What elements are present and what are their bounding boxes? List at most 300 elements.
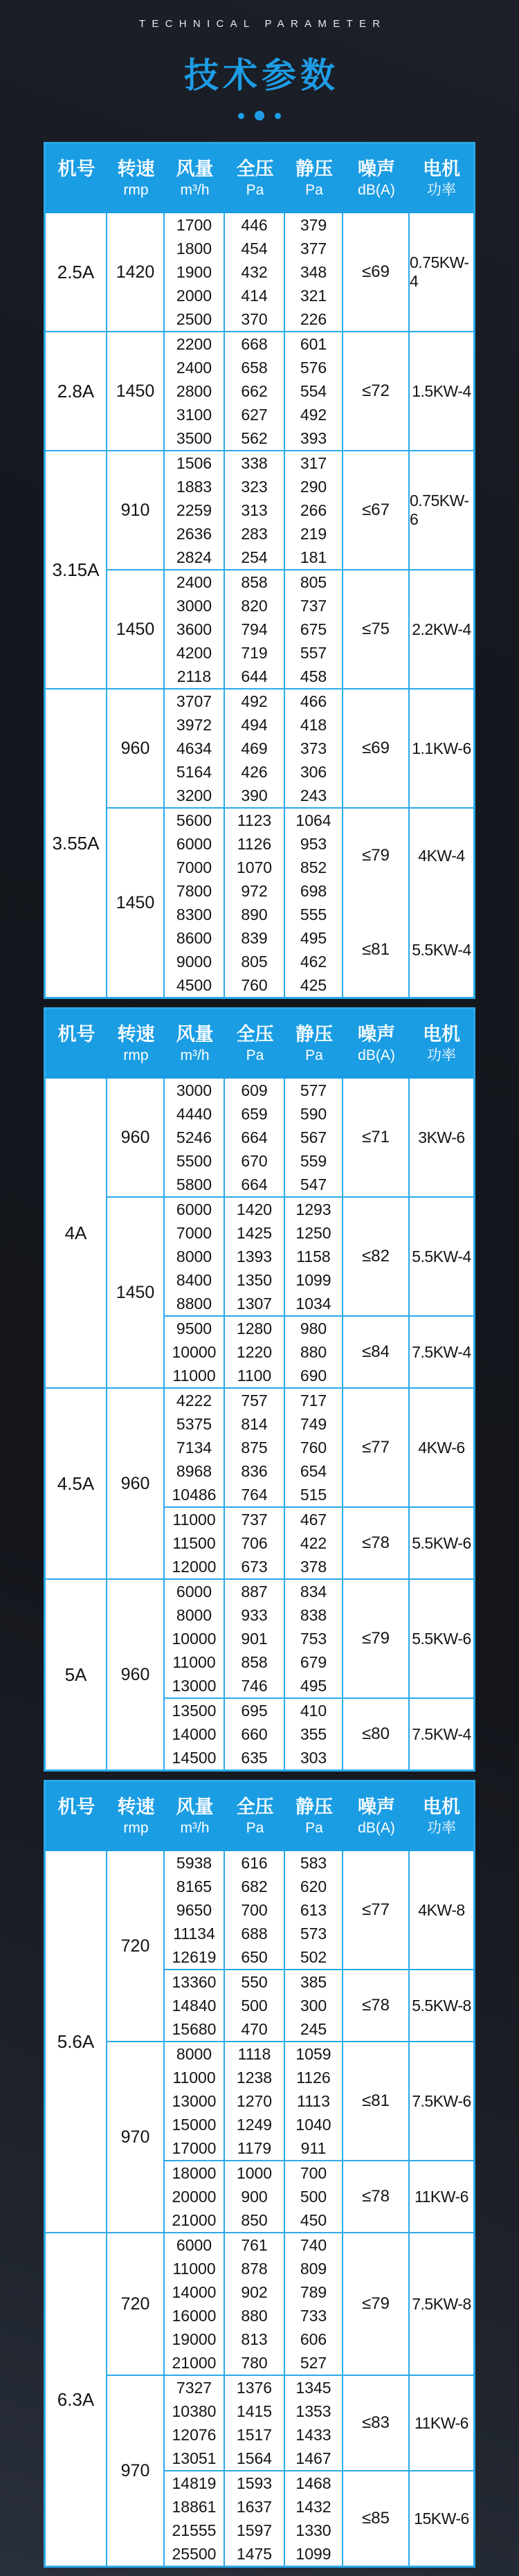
airflow-column bbox=[165, 570, 225, 688]
airflow-value: 12000 bbox=[172, 1558, 217, 1576]
total-pressure-value: 283 bbox=[241, 525, 268, 543]
airflow-value: 7134 bbox=[176, 1439, 212, 1457]
speed-block bbox=[107, 690, 473, 807]
total-pressure-value: 644 bbox=[241, 667, 268, 685]
total-pressure-value: 338 bbox=[241, 454, 268, 472]
model-speed-blocks bbox=[107, 213, 473, 331]
total-pressure-value: 814 bbox=[241, 1415, 268, 1433]
airflow-column bbox=[165, 2042, 225, 2160]
static-pressure-value: 805 bbox=[300, 573, 327, 591]
static-pressure-column bbox=[285, 332, 343, 450]
total-pressure-value: 664 bbox=[241, 1128, 268, 1146]
static-pressure-value: 675 bbox=[300, 620, 327, 638]
header-unit: m³/h bbox=[180, 1047, 210, 1063]
static-pressure-value: 838 bbox=[300, 1606, 327, 1624]
static-pressure-column bbox=[285, 1389, 343, 1506]
speed-cell: 960 bbox=[107, 690, 165, 807]
sub-row bbox=[165, 1079, 473, 1196]
airflow-value: 11500 bbox=[172, 1534, 216, 1552]
static-pressure-column bbox=[285, 903, 343, 997]
speed-block bbox=[107, 807, 473, 997]
noise-cell: ≤79 bbox=[343, 1580, 410, 1697]
spec-tables-container bbox=[0, 142, 519, 2568]
noise-cell: ≤78 bbox=[343, 1508, 410, 1578]
dot-icon bbox=[275, 113, 281, 119]
noise-cell: ≤81 bbox=[343, 903, 410, 997]
total-pressure-value: 432 bbox=[241, 263, 268, 281]
header-cell bbox=[46, 1782, 107, 1851]
motor-power-cell: 4KW-4 bbox=[418, 846, 465, 865]
sub-row bbox=[165, 1389, 473, 1506]
total-pressure-column bbox=[225, 1580, 285, 1697]
total-pressure-column bbox=[225, 1851, 285, 1969]
block-subs bbox=[165, 570, 473, 688]
total-pressure-value: 805 bbox=[241, 953, 268, 971]
total-pressure-column bbox=[225, 332, 285, 450]
speed-block bbox=[107, 2233, 473, 2375]
sub-row bbox=[165, 903, 473, 997]
model-row bbox=[46, 331, 473, 450]
header-label: 机号 bbox=[57, 1796, 95, 1817]
airflow-value: 21000 bbox=[172, 2211, 217, 2229]
static-pressure-value: 583 bbox=[300, 1854, 327, 1872]
static-pressure-value: 1040 bbox=[295, 2116, 331, 2134]
title-dots bbox=[0, 110, 519, 121]
header-label: 噪声 bbox=[358, 159, 395, 179]
block-subs bbox=[165, 1580, 473, 1769]
block-subs bbox=[165, 1198, 473, 1387]
total-pressure-value: 933 bbox=[241, 1606, 268, 1624]
model-row bbox=[46, 1851, 473, 2232]
header-unit: rmp bbox=[123, 182, 149, 198]
total-pressure-value: 323 bbox=[241, 478, 268, 496]
total-pressure-value: 370 bbox=[241, 310, 268, 328]
static-pressure-value: 953 bbox=[300, 835, 327, 853]
speed-cell: 960 bbox=[107, 1580, 165, 1769]
total-pressure-value: 1420 bbox=[236, 1200, 273, 1218]
airflow-value: 11134 bbox=[173, 1925, 215, 1943]
header-label: 机号 bbox=[57, 1024, 95, 1045]
airflow-value: 7000 bbox=[176, 1224, 212, 1242]
static-pressure-value: 458 bbox=[300, 667, 327, 685]
static-pressure-value: 515 bbox=[300, 1486, 327, 1504]
static-pressure-value: 760 bbox=[300, 1439, 327, 1457]
sub-row bbox=[165, 809, 473, 903]
airflow-value: 18861 bbox=[172, 2498, 217, 2516]
airflow-value: 13051 bbox=[172, 2449, 217, 2467]
total-pressure-value: 616 bbox=[241, 1854, 268, 1872]
total-pressure-value: 1517 bbox=[236, 2426, 273, 2444]
static-pressure-column bbox=[285, 2376, 343, 2470]
header-unit: m³/h bbox=[180, 1820, 210, 1836]
model-row bbox=[46, 1079, 473, 1387]
static-pressure-value: 527 bbox=[300, 2354, 327, 2372]
total-pressure-value: 695 bbox=[241, 1702, 268, 1720]
airflow-value: 3100 bbox=[176, 406, 212, 424]
airflow-value: 1506 bbox=[176, 454, 212, 472]
total-pressure-column bbox=[225, 1699, 285, 1769]
static-pressure-value: 303 bbox=[300, 1749, 327, 1767]
static-pressure-value: 450 bbox=[300, 2211, 327, 2229]
noise-cell: ≤69 bbox=[343, 213, 410, 331]
total-pressure-column bbox=[225, 2233, 285, 2375]
header-unit: rmp bbox=[123, 1047, 149, 1063]
static-pressure-value: 690 bbox=[300, 1367, 327, 1385]
sub-row bbox=[165, 1315, 473, 1387]
table-header-row bbox=[46, 144, 473, 213]
static-pressure-value: 300 bbox=[300, 1997, 327, 2015]
header-unit: Pa bbox=[246, 1047, 264, 1063]
header-unit: m³/h bbox=[180, 182, 210, 198]
static-pressure-value: 425 bbox=[300, 976, 327, 994]
total-pressure-value: 446 bbox=[241, 216, 268, 234]
total-pressure-value: 688 bbox=[241, 1925, 268, 1943]
total-pressure-value: 836 bbox=[241, 1462, 268, 1480]
static-pressure-value: 422 bbox=[300, 1534, 327, 1552]
header-cell bbox=[46, 144, 107, 213]
header-cell bbox=[285, 144, 343, 213]
static-pressure-value: 789 bbox=[300, 2283, 327, 2301]
airflow-value: 5600 bbox=[176, 811, 212, 829]
static-pressure-value: 379 bbox=[300, 216, 327, 234]
header-label: 噪声 bbox=[358, 1024, 395, 1045]
airflow-value: 16000 bbox=[172, 2307, 217, 2325]
model-speed-blocks bbox=[107, 690, 473, 997]
header-label: 静压 bbox=[295, 1796, 333, 1817]
static-pressure-value: 502 bbox=[300, 1948, 327, 1966]
noise-cell: ≤72 bbox=[343, 332, 410, 450]
total-pressure-value: 858 bbox=[241, 573, 268, 591]
sub-row bbox=[165, 213, 473, 331]
airflow-value: 10000 bbox=[172, 1630, 217, 1648]
total-pressure-value: 1425 bbox=[236, 1224, 273, 1242]
header-cell bbox=[165, 1782, 225, 1851]
airflow-value: 2259 bbox=[176, 501, 212, 519]
airflow-value: 15000 bbox=[172, 2116, 217, 2134]
total-pressure-value: 700 bbox=[241, 1901, 268, 1919]
motor-power-cell: 5.5KW-6 bbox=[412, 1533, 471, 1552]
total-pressure-value: 627 bbox=[241, 406, 268, 424]
static-pressure-value: 1034 bbox=[295, 1295, 331, 1313]
static-pressure-value: 306 bbox=[300, 763, 327, 781]
airflow-value: 5800 bbox=[176, 1176, 212, 1194]
total-pressure-value: 664 bbox=[241, 1176, 268, 1194]
static-pressure-value: 573 bbox=[300, 1925, 327, 1943]
airflow-value: 15680 bbox=[172, 2020, 217, 2038]
static-pressure-value: 243 bbox=[300, 786, 327, 804]
model-speed-blocks bbox=[107, 2233, 473, 2566]
model-number-cell: 6.3A bbox=[46, 2233, 107, 2566]
airflow-value: 3972 bbox=[176, 716, 212, 734]
total-pressure-value: 875 bbox=[241, 1439, 268, 1457]
static-pressure-column bbox=[285, 1851, 343, 1969]
model-speed-blocks bbox=[107, 1079, 473, 1387]
total-pressure-value: 878 bbox=[241, 2260, 268, 2278]
airflow-value: 1900 bbox=[176, 263, 212, 281]
header-cell bbox=[165, 1009, 225, 1079]
block-subs bbox=[165, 2233, 473, 2375]
sub-row bbox=[165, 2042, 473, 2160]
total-pressure-column bbox=[225, 903, 285, 997]
speed-cell: 970 bbox=[107, 2376, 165, 2566]
total-pressure-column bbox=[225, 1198, 285, 1315]
speed-cell: 1420 bbox=[107, 213, 165, 331]
static-pressure-column bbox=[285, 1970, 343, 2041]
block-subs bbox=[165, 690, 473, 807]
static-pressure-value: 393 bbox=[300, 429, 327, 447]
header-label: 全压 bbox=[236, 1024, 274, 1045]
static-pressure-value: 555 bbox=[300, 906, 327, 924]
block-subs bbox=[165, 332, 473, 450]
airflow-value: 6000 bbox=[176, 2236, 212, 2254]
airflow-value: 19000 bbox=[172, 2330, 217, 2348]
motor-power-cell: 2.2KW-4 bbox=[412, 620, 471, 638]
sub-row bbox=[165, 1580, 473, 1697]
header-label: 风量 bbox=[176, 159, 214, 179]
static-pressure-value: 418 bbox=[300, 716, 327, 734]
model-row bbox=[46, 2232, 473, 2566]
header-cell bbox=[46, 1009, 107, 1079]
total-pressure-value: 1637 bbox=[236, 2498, 273, 2516]
total-pressure-value: 890 bbox=[241, 906, 268, 924]
noise-cell: ≤75 bbox=[343, 570, 410, 688]
total-pressure-value: 254 bbox=[241, 548, 268, 566]
total-pressure-value: 492 bbox=[241, 692, 268, 710]
airflow-column bbox=[165, 2161, 225, 2232]
header-cell bbox=[343, 144, 410, 213]
airflow-value: 6000 bbox=[176, 835, 212, 853]
static-pressure-value: 613 bbox=[300, 1901, 327, 1919]
static-pressure-value: 834 bbox=[300, 1583, 327, 1601]
model-number-cell: 5A bbox=[46, 1580, 107, 1769]
total-pressure-value: 1000 bbox=[236, 2164, 273, 2182]
airflow-value: 10486 bbox=[172, 1486, 217, 1504]
static-pressure-value: 753 bbox=[300, 1630, 327, 1648]
header-label: 风量 bbox=[176, 1796, 214, 1817]
airflow-value: 2200 bbox=[176, 335, 212, 353]
airflow-value: 8800 bbox=[176, 1295, 212, 1313]
airflow-value: 2000 bbox=[176, 287, 212, 305]
static-pressure-column bbox=[285, 1317, 343, 1387]
static-pressure-value: 462 bbox=[300, 953, 327, 971]
header-label: 电机 bbox=[423, 1796, 460, 1817]
static-pressure-value: 1113 bbox=[297, 2092, 330, 2110]
airflow-value: 17000 bbox=[172, 2139, 217, 2157]
airflow-value: 10380 bbox=[172, 2402, 217, 2420]
static-pressure-column bbox=[285, 2471, 343, 2566]
static-pressure-value: 717 bbox=[300, 1391, 327, 1409]
motor-power-cell: 7.5KW-4 bbox=[412, 1724, 471, 1743]
header-label: 全压 bbox=[236, 1796, 274, 1817]
sub-row bbox=[165, 570, 473, 688]
sub-row bbox=[165, 690, 473, 807]
speed-block bbox=[107, 1196, 473, 1387]
header-unit: Pa bbox=[246, 1820, 264, 1836]
motor-power-cell: 1.5KW-4 bbox=[412, 381, 471, 400]
airflow-value: 5246 bbox=[176, 1128, 212, 1146]
static-pressure-column bbox=[285, 213, 343, 331]
speed-block bbox=[107, 1851, 473, 2041]
airflow-value: 4634 bbox=[176, 739, 212, 757]
airflow-value: 11000 bbox=[172, 1511, 216, 1529]
motor-power-cell: 5.5KW-8 bbox=[412, 1996, 471, 2015]
total-pressure-value: 1475 bbox=[236, 2545, 273, 2563]
total-pressure-value: 902 bbox=[241, 2283, 268, 2301]
dot-icon bbox=[255, 111, 264, 120]
static-pressure-column bbox=[285, 690, 343, 807]
airflow-value: 20000 bbox=[172, 2188, 217, 2206]
static-pressure-value: 377 bbox=[300, 240, 327, 258]
motor-power-cell: 7.5KW-4 bbox=[412, 1342, 471, 1361]
airflow-column bbox=[165, 2471, 225, 2566]
model-speed-blocks bbox=[107, 1851, 473, 2232]
model-number-cell: 5.6A bbox=[46, 1851, 107, 2232]
airflow-value: 6000 bbox=[176, 1583, 212, 1601]
motor-power-cell: 7.5KW-6 bbox=[412, 2091, 471, 2110]
static-pressure-value: 590 bbox=[300, 1105, 327, 1123]
total-pressure-value: 1270 bbox=[236, 2092, 273, 2110]
noise-cell: ≤78 bbox=[343, 1970, 410, 2041]
total-pressure-value: 1220 bbox=[236, 1343, 273, 1361]
total-pressure-value: 469 bbox=[241, 739, 268, 757]
total-pressure-value: 839 bbox=[241, 929, 268, 947]
speed-block bbox=[107, 2041, 473, 2232]
static-pressure-value: 495 bbox=[300, 929, 327, 947]
static-pressure-value: 733 bbox=[300, 2307, 327, 2325]
airflow-column bbox=[165, 1851, 225, 1969]
airflow-value: 8600 bbox=[176, 929, 212, 947]
airflow-value: 8300 bbox=[176, 906, 212, 924]
model-row bbox=[46, 688, 473, 997]
airflow-column bbox=[165, 2376, 225, 2470]
noise-cell: ≤79 bbox=[343, 2233, 410, 2375]
total-pressure-value: 426 bbox=[241, 763, 268, 781]
airflow-value: 13000 bbox=[172, 1677, 217, 1695]
airflow-column bbox=[165, 1317, 225, 1387]
speed-block bbox=[107, 332, 473, 450]
airflow-value: 13500 bbox=[172, 1702, 217, 1720]
header-unit: 功率 bbox=[427, 182, 456, 198]
model-speed-blocks bbox=[107, 1389, 473, 1578]
header-label: 电机 bbox=[423, 1024, 460, 1045]
header-unit: 功率 bbox=[427, 1820, 456, 1836]
airflow-value: 4200 bbox=[176, 644, 212, 662]
sub-row bbox=[165, 1198, 473, 1315]
airflow-value: 3000 bbox=[176, 1081, 212, 1099]
static-pressure-value: 557 bbox=[300, 644, 327, 662]
total-pressure-value: 1249 bbox=[236, 2116, 273, 2134]
total-pressure-value: 850 bbox=[241, 2211, 268, 2229]
total-pressure-value: 635 bbox=[241, 1749, 268, 1767]
header-label: 电机 bbox=[423, 159, 460, 179]
static-pressure-value: 809 bbox=[300, 2260, 327, 2278]
airflow-column bbox=[165, 690, 225, 807]
airflow-value: 9500 bbox=[176, 1319, 212, 1337]
static-pressure-column bbox=[285, 1580, 343, 1697]
header-unit: Pa bbox=[305, 182, 323, 198]
total-pressure-value: 887 bbox=[241, 1583, 268, 1601]
block-subs bbox=[165, 1389, 473, 1578]
static-pressure-value: 749 bbox=[300, 1415, 327, 1433]
header-label: 转速 bbox=[117, 1024, 155, 1045]
model-number-cell: 4.5A bbox=[46, 1389, 107, 1578]
airflow-value: 3500 bbox=[176, 429, 212, 447]
total-pressure-value: 757 bbox=[241, 1391, 268, 1409]
airflow-value: 5164 bbox=[176, 763, 212, 781]
airflow-column bbox=[165, 332, 225, 450]
header-cell bbox=[285, 1782, 343, 1851]
airflow-value: 2400 bbox=[176, 573, 212, 591]
speed-cell: 1450 bbox=[107, 570, 165, 688]
model-number-cell: 3.55A bbox=[46, 690, 107, 997]
static-pressure-column bbox=[285, 2042, 343, 2160]
header-cell bbox=[343, 1009, 410, 1079]
header-unit: dB(A) bbox=[358, 1820, 395, 1836]
total-pressure-value: 550 bbox=[241, 1973, 268, 1991]
airflow-value: 9000 bbox=[176, 953, 212, 971]
static-pressure-value: 547 bbox=[300, 1176, 327, 1194]
speed-cell: 720 bbox=[107, 2233, 165, 2375]
airflow-value: 2824 bbox=[176, 548, 212, 566]
airflow-value: 14500 bbox=[172, 1749, 217, 1767]
motor-power-cell: 11KW-6 bbox=[415, 2187, 468, 2206]
total-pressure-value: 682 bbox=[241, 1877, 268, 1895]
static-pressure-value: 880 bbox=[300, 1343, 327, 1361]
sub-row bbox=[165, 1969, 473, 2041]
static-pressure-value: 620 bbox=[300, 1877, 327, 1895]
total-pressure-value: 494 bbox=[241, 716, 268, 734]
static-pressure-value: 559 bbox=[300, 1152, 327, 1170]
airflow-column bbox=[165, 1198, 225, 1315]
static-pressure-value: 245 bbox=[300, 2020, 327, 2038]
total-pressure-value: 719 bbox=[241, 644, 268, 662]
noise-cell: ≤71 bbox=[343, 1079, 410, 1196]
header-unit: Pa bbox=[305, 1820, 323, 1836]
total-pressure-value: 901 bbox=[241, 1630, 268, 1648]
spec-table-3 bbox=[44, 1780, 475, 2568]
airflow-column bbox=[165, 1580, 225, 1697]
header-cell bbox=[285, 1009, 343, 1079]
total-pressure-value: 820 bbox=[241, 597, 268, 615]
noise-cell: ≤81 bbox=[343, 2042, 410, 2160]
speed-cell: 1450 bbox=[107, 1198, 165, 1387]
header-cell bbox=[107, 1782, 165, 1851]
static-pressure-value: 266 bbox=[300, 501, 327, 519]
noise-cell: ≤84 bbox=[343, 1317, 410, 1387]
speed-block bbox=[107, 451, 473, 569]
airflow-value: 3600 bbox=[176, 620, 212, 638]
speed-block bbox=[107, 213, 473, 331]
eyebrow-label: TECHNICAL PARAMETER bbox=[138, 18, 387, 30]
model-number-cell: 2.5A bbox=[46, 213, 107, 331]
static-pressure-value: 385 bbox=[300, 1973, 327, 1991]
header-cell bbox=[107, 1009, 165, 1079]
static-pressure-value: 348 bbox=[300, 263, 327, 281]
motor-power-cell: 11KW-6 bbox=[415, 2413, 468, 2432]
static-pressure-column bbox=[285, 1699, 343, 1769]
total-pressure-value: 706 bbox=[241, 1534, 268, 1552]
total-pressure-column bbox=[225, 1508, 285, 1578]
header-unit: Pa bbox=[246, 182, 264, 198]
total-pressure-value: 414 bbox=[241, 287, 268, 305]
speed-cell: 1450 bbox=[107, 332, 165, 450]
motor-power-cell: 5.5KW-4 bbox=[412, 1247, 471, 1266]
static-pressure-value: 654 bbox=[300, 1462, 327, 1480]
speed-block bbox=[107, 1389, 473, 1578]
static-pressure-value: 554 bbox=[300, 382, 327, 400]
header-cell bbox=[225, 1009, 285, 1079]
header-label: 转速 bbox=[117, 1796, 155, 1817]
